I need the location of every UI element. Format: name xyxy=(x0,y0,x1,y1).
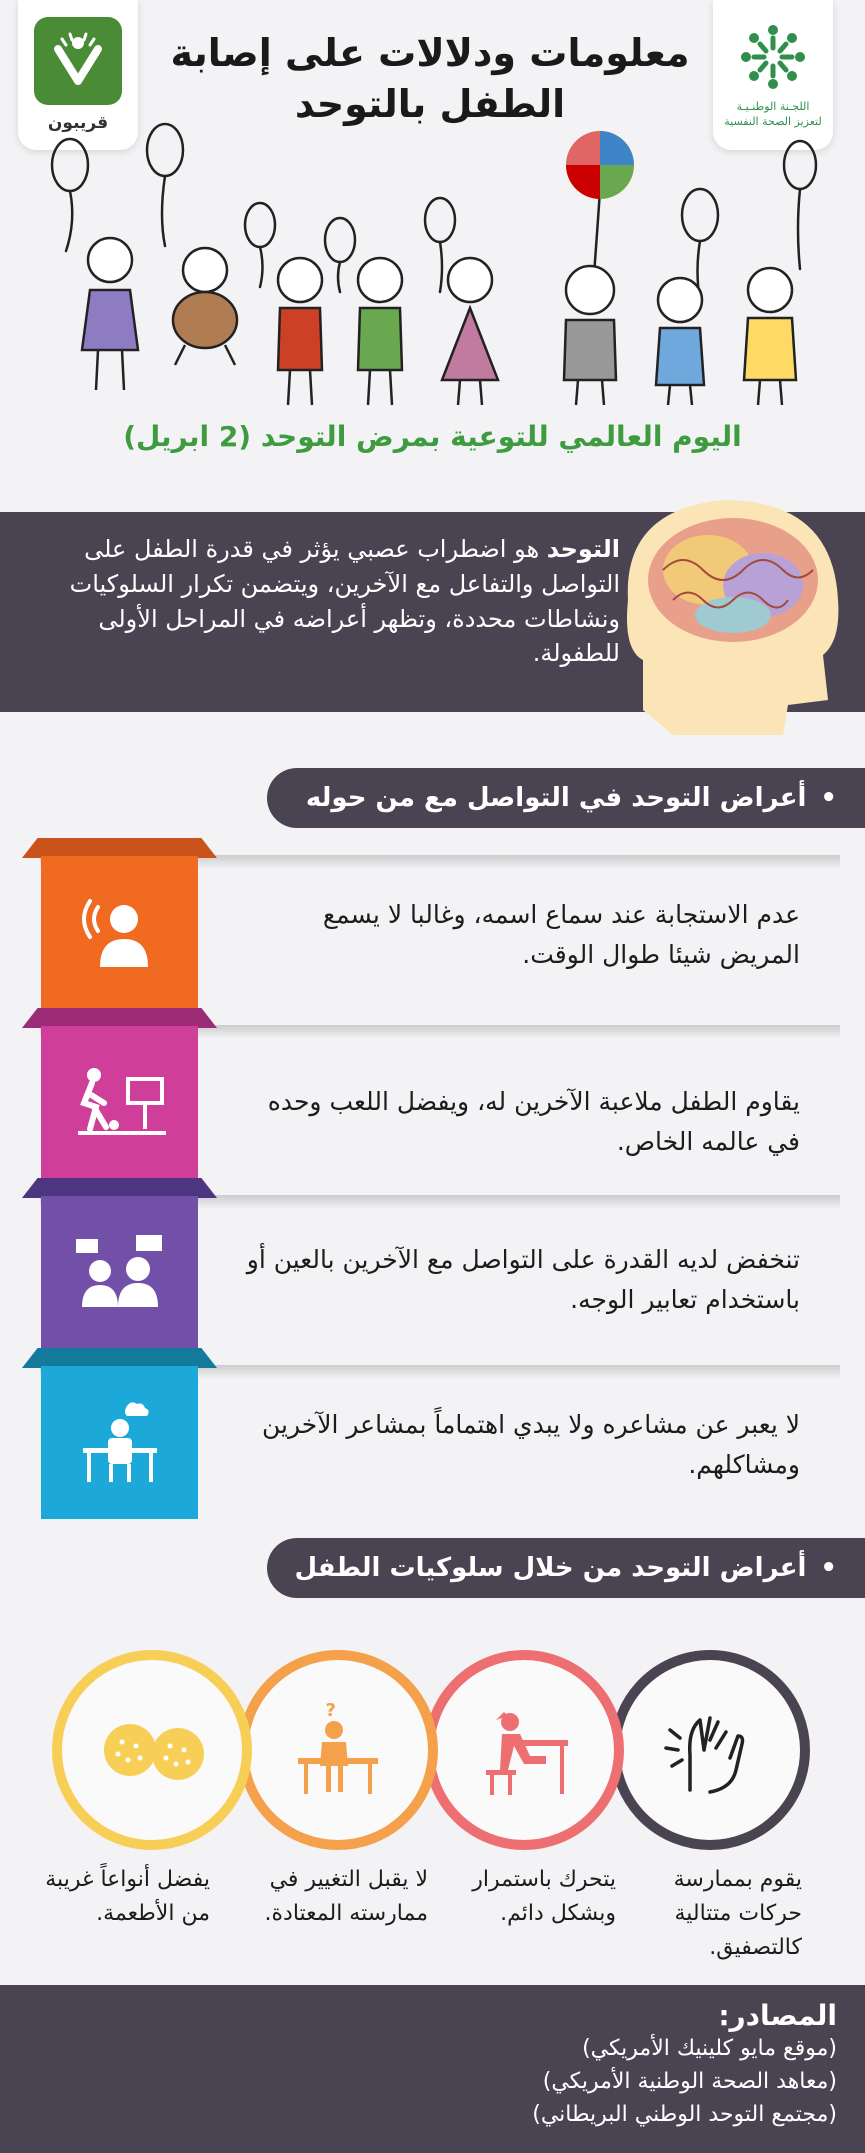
communication-symptoms-header: • أعراض التوحد في التواصل مع من حوله xyxy=(267,768,865,828)
behavior-circle-2 xyxy=(424,1650,624,1850)
svg-text:?: ? xyxy=(325,1700,336,1721)
cookies-icon xyxy=(92,1700,212,1800)
withdrawn-child-icon xyxy=(41,1366,198,1519)
confused-child-icon xyxy=(288,1700,388,1800)
sources-band xyxy=(0,1985,865,2153)
symptom-text-2: يقاوم الطفل ملاعبة الآخرين له، ويفضل اللعب وحده في عالمه الخاص. xyxy=(267,1087,800,1156)
committee-caption: اللجـنة الوطنـيـة لتعزيز الصحة النفسية xyxy=(724,100,822,128)
behavior-text-4: يفضل أنواعاً غريبة من الأطعمة. xyxy=(45,1867,210,1927)
symptom-text-3: تنخفض لديه القدرة على التواصل مع الآخرين بالعين أو باستخدام تعابير الوجه. xyxy=(246,1245,800,1314)
kids-with-balloons-illustration xyxy=(40,120,830,410)
definition-body: هو اضطراب عصبي يؤثر في قدرة الطفل على التواصل والتفاعل مع الآخرين، ويتضمن تكرار السلوكيات ونشاطات محددة، وتظهر أعراضه في المراحل الأولى للطفولة. xyxy=(69,535,620,668)
source-item: (معاهد الصحة الوطنية الأمريكي) xyxy=(542,2069,837,2094)
sources-title: المصادر: xyxy=(718,1999,837,2032)
hearing-person-icon xyxy=(41,856,198,1009)
symptom-text-4: لا يعبر عن مشاعره ولا يبدي اهتماماً بمشاعر الآخرين ومشاكلهم. xyxy=(261,1410,800,1479)
source-item: (مجتمع التوحد الوطني البريطاني) xyxy=(532,2102,837,2127)
definition-term: التوحد xyxy=(546,535,620,563)
behavior-circle-1 xyxy=(610,1650,810,1850)
awareness-day-title: اليوم العالمي للتوعية بمرض التوحد (2 ابريل) xyxy=(123,420,742,453)
behavior-text-2: يتحرك باستمرار وبشكل دائم. xyxy=(472,1867,616,1927)
behavior-circle-4 xyxy=(52,1650,252,1850)
behavior-text-1: يقوم بممارسة حركات متتالية كالتصفيق. xyxy=(673,1867,802,1961)
play-alone-icon xyxy=(41,1026,198,1179)
brain-head-icon xyxy=(613,470,853,740)
qaryboon-badge-icon xyxy=(34,17,122,105)
behavior-symptoms-header: • أعراض التوحد من خلال سلوكيات الطفل xyxy=(267,1538,865,1598)
conversation-icon xyxy=(41,1196,198,1349)
page-title: معلومات ودلالات على إصابة الطفل بالتوحد xyxy=(170,31,690,127)
autism-definition xyxy=(20,532,620,671)
qaryboon-caption: قريبون xyxy=(47,113,109,133)
clapping-hands-icon xyxy=(660,1700,760,1800)
behavior-text-3: لا يقبل التغيير في ممارسته المعتادة. xyxy=(264,1867,428,1927)
restless-child-icon xyxy=(474,1700,574,1800)
symptom-text-1: عدم الاستجابة عند سماع اسمه، وغالبا لا يسمع المريض شيئا طوال الوقت. xyxy=(322,900,800,969)
behavior-circle-3 xyxy=(238,1650,438,1850)
source-item: (موقع مايو كلينيك الأمريكي) xyxy=(582,2036,837,2061)
committee-emblem-icon xyxy=(736,20,810,94)
